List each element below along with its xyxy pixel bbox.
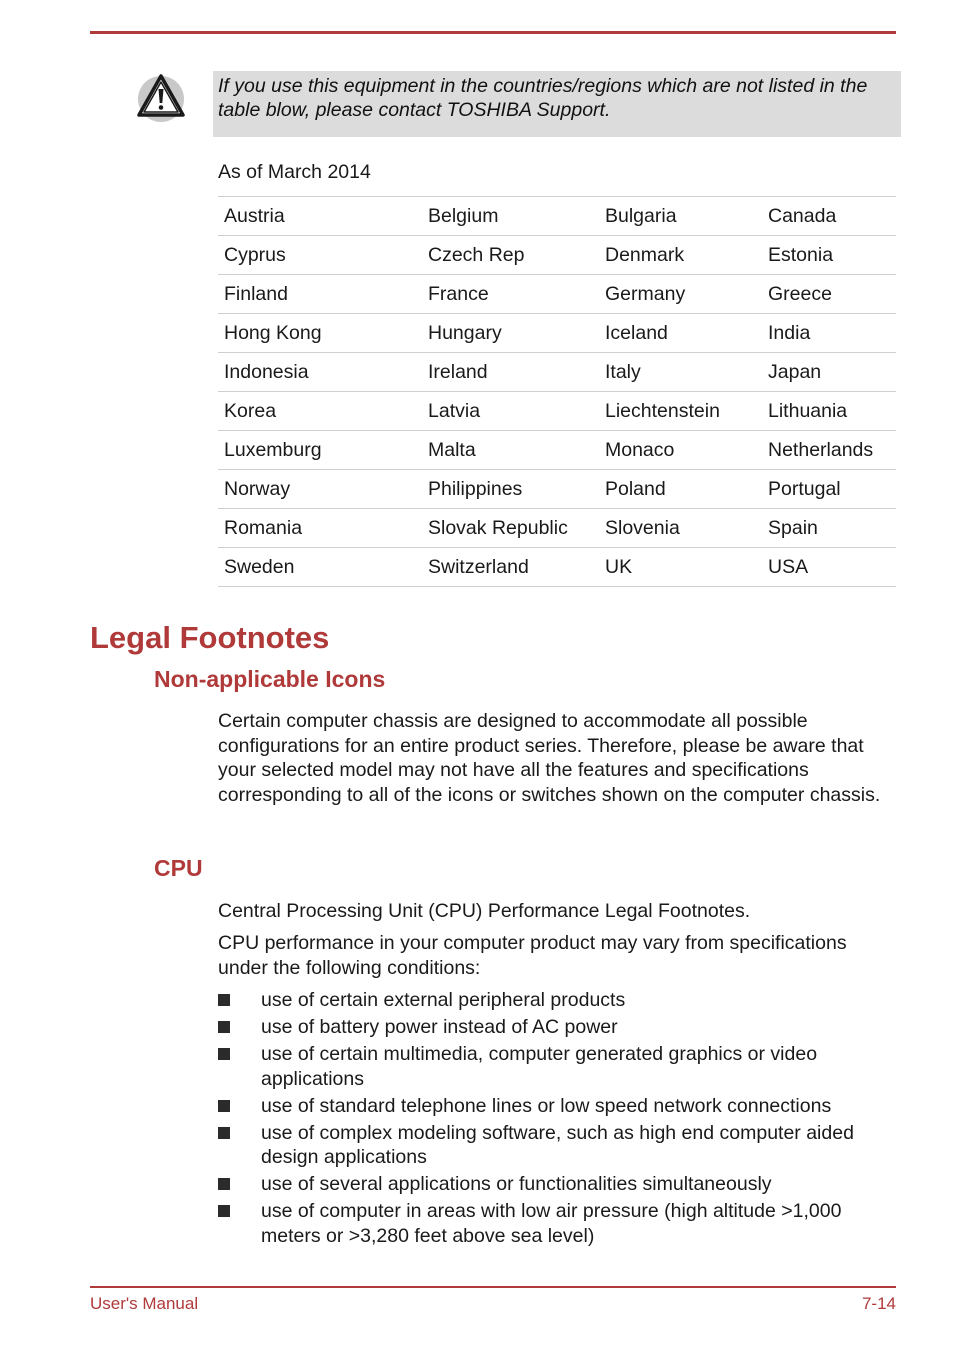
square-bullet-icon — [218, 994, 230, 1006]
country-cell: Malta — [422, 431, 599, 470]
square-bullet-icon — [218, 1021, 230, 1033]
table-row — [218, 470, 896, 509]
country-cell: Czech Rep — [422, 236, 599, 275]
cpu-heading: CPU — [154, 855, 203, 881]
list-item-text: use of battery power instead of AC power — [261, 1016, 618, 1038]
country-cell: Portugal — [762, 470, 896, 509]
square-bullet-icon — [218, 1127, 230, 1139]
footer-page-number: 7-14 — [861, 1294, 896, 1313]
square-bullet-icon — [218, 1178, 230, 1190]
country-cell: Lithuania — [762, 392, 896, 431]
country-cell: Philippines — [422, 470, 599, 509]
cpu-intro: Central Processing Unit (CPU) Performance Legal Footnotes. — [218, 900, 751, 922]
country-cell: Norway — [218, 470, 422, 509]
country-cell: Greece — [762, 275, 896, 314]
country-cell: Hong Kong — [218, 314, 422, 353]
country-cell: Estonia — [762, 236, 896, 275]
cpu-conditions-list — [218, 988, 898, 1251]
list-item — [218, 988, 898, 1013]
table-row — [218, 509, 896, 548]
country-cell: Netherlands — [762, 431, 896, 470]
square-bullet-icon — [218, 1048, 230, 1060]
country-cell: Luxemburg — [218, 431, 422, 470]
as-of-date: As of March 2014 — [218, 161, 371, 183]
country-cell: Cyprus — [218, 236, 422, 275]
table-row — [218, 314, 896, 353]
list-item-text: use of complex modeling software, such as high end computer aided design applications — [261, 1121, 854, 1168]
table-row — [218, 392, 896, 431]
notice-box — [213, 71, 901, 137]
country-cell: Japan — [762, 353, 896, 392]
header-rule — [90, 31, 896, 34]
country-cell: Hungary — [422, 314, 599, 353]
country-cell: Indonesia — [218, 353, 422, 392]
country-cell: Denmark — [599, 236, 762, 275]
country-cell: Italy — [599, 353, 762, 392]
list-item — [218, 1121, 898, 1170]
list-item — [218, 1042, 898, 1091]
country-cell: Belgium — [422, 197, 599, 236]
list-item-text: use of standard telephone lines or low speed network connections — [261, 1094, 832, 1117]
table-row — [218, 548, 896, 587]
country-cell: Iceland — [599, 314, 762, 353]
country-cell: Austria — [218, 197, 422, 236]
country-cell: Finland — [218, 275, 422, 314]
country-cell: Poland — [599, 470, 762, 509]
table-row — [218, 353, 896, 392]
country-cell: India — [762, 314, 896, 353]
list-item-text: use of computer in areas with low air pressure (high altitude >1,000 meters or >3,280 feet above sea level) — [261, 1200, 842, 1247]
country-cell: France — [422, 275, 599, 314]
square-bullet-icon — [218, 1100, 230, 1112]
country-cell: Germany — [599, 275, 762, 314]
country-cell: Ireland — [422, 353, 599, 392]
country-cell: USA — [762, 548, 896, 587]
non-applicable-heading: Non-applicable Icons — [154, 666, 386, 692]
country-cell: Canada — [762, 197, 896, 236]
list-item-text: use of certain external peripheral products — [261, 989, 626, 1011]
list-item-text: use of certain multimedia, computer generated graphics or video applications — [261, 1043, 818, 1090]
square-bullet-icon — [218, 1205, 230, 1217]
country-cell: Latvia — [422, 392, 599, 431]
list-item — [218, 1172, 898, 1197]
country-cell: Sweden — [218, 548, 422, 587]
country-cell: UK — [599, 548, 762, 587]
country-cell: Switzerland — [422, 548, 599, 587]
country-cell: Slovenia — [599, 509, 762, 548]
table-row — [218, 275, 896, 314]
table-row — [218, 197, 896, 236]
country-cell: Slovak Republic — [422, 509, 599, 548]
list-item — [218, 1015, 898, 1040]
list-item — [218, 1199, 898, 1248]
table-row — [218, 236, 896, 275]
footer-manual-title: User's Manual — [90, 1294, 199, 1313]
cpu-lead: CPU performance in your computer product may vary from specifications under the following conditions: — [218, 932, 847, 979]
country-cell: Liechtenstein — [599, 392, 762, 431]
list-item — [218, 1094, 898, 1119]
country-cell: Korea — [218, 392, 422, 431]
country-cell: Monaco — [599, 431, 762, 470]
list-item-text: use of several applications or functionalities simultaneously — [261, 1173, 772, 1195]
country-cell: Spain — [762, 509, 896, 548]
footer-rule — [90, 1286, 896, 1288]
country-cell: Romania — [218, 509, 422, 548]
section-title: Legal Footnotes — [90, 620, 330, 655]
country-cell: Bulgaria — [599, 197, 762, 236]
country-table — [218, 196, 896, 587]
warning-triangle-icon — [136, 72, 186, 124]
non-applicable-text: Certain computer chassis are designed to accommodate all possible configurations for an entire product series. Therefore, please be aware that your selected model may not have all the features and specifications corresponding to all of the icons or switches shown on the computer chassis. — [218, 710, 881, 806]
notice-text: If you use this equipment in the countries/regions which are not listed in the table blow, please contact TOSHIBA Support. — [218, 75, 868, 121]
table-row — [218, 431, 896, 470]
